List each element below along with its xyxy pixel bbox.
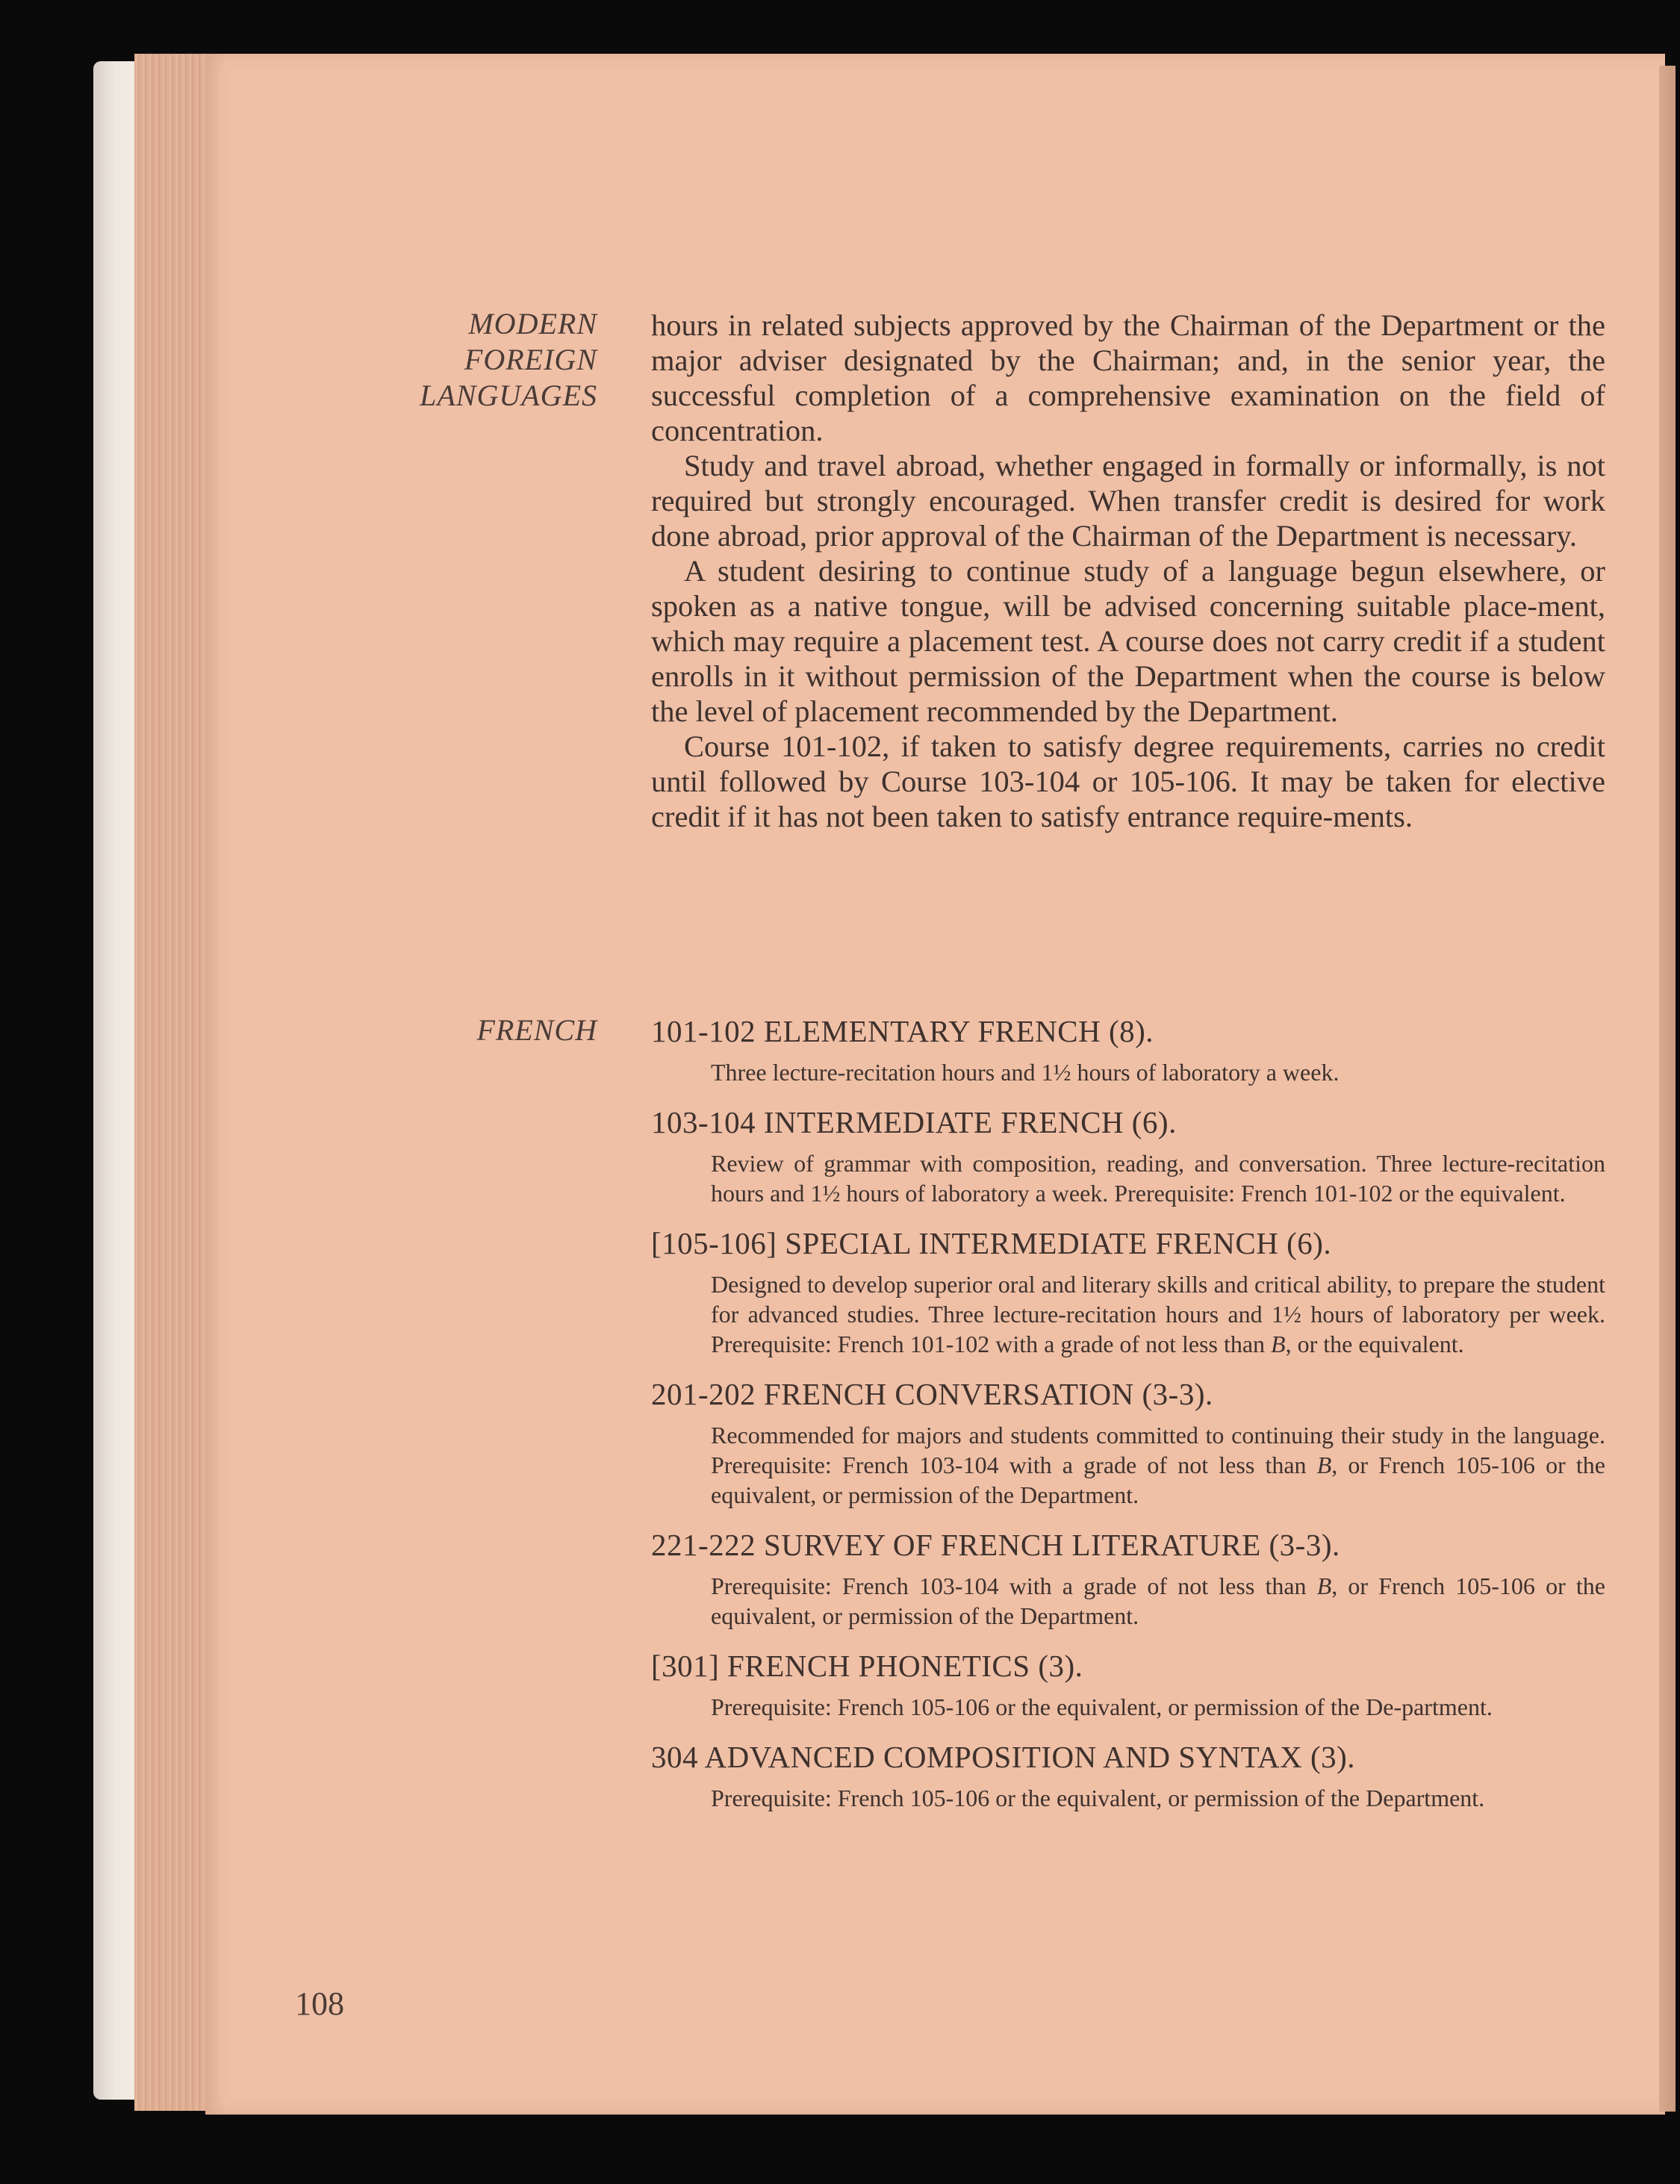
course-entry — [651, 1375, 1605, 1510]
course-title: 201-202 FRENCH CONVERSATION (3-3). — [651, 1377, 1213, 1411]
course-description: Three lecture-recitation hours and 1½ hours of laboratory a week. — [711, 1059, 1340, 1086]
course-title: [105-106] SPECIAL INTERMEDIATE FRENCH (6). — [651, 1226, 1332, 1260]
course-entry — [651, 1526, 1605, 1631]
course-description: Prerequisite: French 105-106 or the equivalent, or permission of the Department. — [711, 1785, 1485, 1811]
intro-paragraph: Course 101-102, if taken to satisfy degree requirements, carries no credit until followed by Course 103-104 or 105-106. It may be taken for elective credit if it has not been taken to satisfy entrance require-ments. — [651, 729, 1605, 833]
course-description: Prerequisite: French 105-106 or the equivalent, or permission of the De-partment. — [711, 1693, 1493, 1720]
course-title: [301] FRENCH PHONETICS (3). — [651, 1649, 1083, 1683]
section-sidehead — [420, 306, 597, 414]
subsection-sidehead: FRENCH — [476, 1013, 597, 1047]
course-entry — [651, 1225, 1605, 1359]
intro-paragraph: A student desiring to continue study of a language begun elsewhere, or spoken as a native tongue, will be advised concerning suitable place-ment, which may require a placement test. A course does not carry credit if a student enrolls in it without permission of the Department when the course is below the level of placement recommended by the Department. — [651, 554, 1605, 728]
intro-paragraph: Study and travel abroad, whether engaged in formally or informally, is not required but strongly encouraged. When transfer credit is desired for work done abroad, prior approval of the Chairman of the Department is necessary. — [651, 449, 1605, 553]
intro-paragraph: hours in related subjects approved by the Chairman of the Department or the major adviser designated by the Chairman; and, in the senior year, the successful completion of a comprehensive examination on the field of concentration. — [651, 308, 1605, 447]
page-number: 108 — [295, 1985, 344, 2022]
course-entry — [651, 1647, 1605, 1722]
course-description: Review of grammar with composition, reading, and conversation. Three lecture-recitation hours and 1½ hours of laboratory a week. Prerequisite: French 101-102 or the equivalent. — [711, 1150, 1605, 1207]
course-description: Recommended for majors and students committed to continuing their study in the language. Prerequisite: French 103-104 with a grade of not less than B, or French 105-106 or the equivalent, or permission of the Department. — [711, 1422, 1606, 1508]
sidehead-line: MODERN — [468, 307, 597, 340]
course-list — [651, 1012, 1605, 1829]
course-entry — [651, 1012, 1605, 1087]
course-title: 304 ADVANCED COMPOSITION AND SYNTAX (3). — [651, 1740, 1356, 1774]
course-description: Designed to develop superior oral and literary skills and critical ability, to prepare the student for advanced studies. Three lecture-recitation hours and 1½ hours of laboratory per week. Prerequisite: French 101-102 with a grade of not less than B, or the equivalent. — [711, 1271, 1605, 1357]
page-right-edge — [1659, 66, 1676, 2112]
course-title: 221-222 SURVEY OF FRENCH LITERATURE (3-3). — [651, 1528, 1340, 1562]
course-title: 103-104 INTERMEDIATE FRENCH (6). — [651, 1105, 1177, 1139]
sidehead-line: LANGUAGES — [420, 379, 597, 412]
course-entry — [651, 1104, 1605, 1208]
sidehead-line: FOREIGN — [464, 343, 597, 376]
course-description: Prerequisite: French 103-104 with a grade of not less than B, or French 105-106 or the equivalent, or permission of the Department. — [711, 1572, 1606, 1629]
course-title: 101-102 ELEMENTARY FRENCH (8). — [651, 1014, 1154, 1048]
intro-text — [651, 308, 1605, 834]
page-stack-edge-colored — [134, 54, 217, 2111]
course-entry — [651, 1738, 1605, 1813]
